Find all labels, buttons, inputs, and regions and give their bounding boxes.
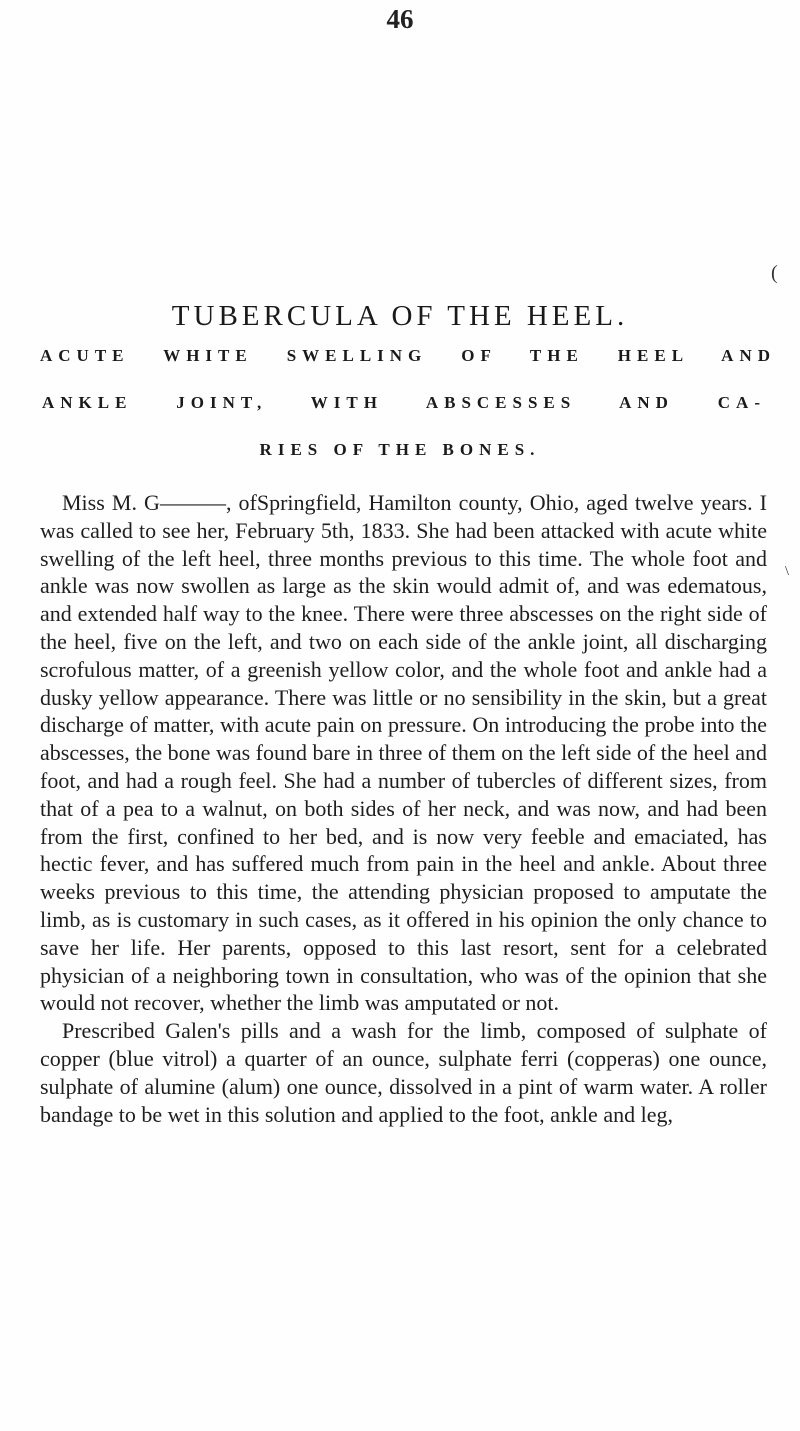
prescription-paragraph: Prescribed Galen's pills and a wash for the limb, composed of sulphate of copper (blue vitrol) a quarter of an ounce, sulphate ferri (copperas) one ounce, sulphate of alumine (alum) one ounce, dissolved in a pint of warm water. A roller bandage to be wet in this solution and applied to the foot, ankle and leg, xyxy=(40,1018,767,1127)
chapter-title: TUBERCULA OF THE HEEL. xyxy=(171,300,629,332)
margin-mark: \ xyxy=(785,564,789,579)
chapter-subtitle-line: RIES OF THE BONES. xyxy=(259,440,541,459)
chapter-subtitle-line: ACUTE WHITE SWELLING OF THE HEEL AND xyxy=(40,346,776,365)
page-number: 46 xyxy=(386,4,414,34)
chapter-subtitle-line: ANKLE JOINT, WITH ABSCESSES AND CA- xyxy=(42,393,766,412)
case-history-paragraph: Miss M. G———, ofSpringfield, Hamilton county, Ohio, aged twelve years. I was called to see her, February 5th, 1833. She had been attacked with acute white swelling of the left heel, three months previous to this time. The whole foot and ankle was now swollen as large as the skin would admit of, and was edematous, and extended half way to the knee. There were three abscesses on the right side of the heel, five on the left, and two on each side of the ankle joint, all discharging scrofulous matter, of a greenish yellow color, and the whole foot and ankle had a dusky yellow appearance. There was little or no sensibility in the skin, but a great discharge of matter, with acute pain on pressure. On introducing the probe into the abscesses, the bone was found bare in three of them on the left side of the heel and foot, and had a rough feel. She had a number of tubercles of different sizes, from that of a pea to a walnut, on both sides of her neck, and was now, and had been from the first, confined to her bed, and is now very feeble and emaciated, has hectic fever, and has suffered much from pain in the heel and ankle. About three weeks previous to this time, the attending physician proposed to amputate the limb, as is customary in such cases, as it offered in his opinion the only chance to save her life. Her parents, opposed to this last resort, sent for a celebrated physician of a neighboring town in consultation, who was of the opinion that she would not recover, whether the limb was amputated or not. xyxy=(40,490,767,1016)
margin-mark: ( xyxy=(771,262,778,284)
body-text xyxy=(40,489,767,1128)
